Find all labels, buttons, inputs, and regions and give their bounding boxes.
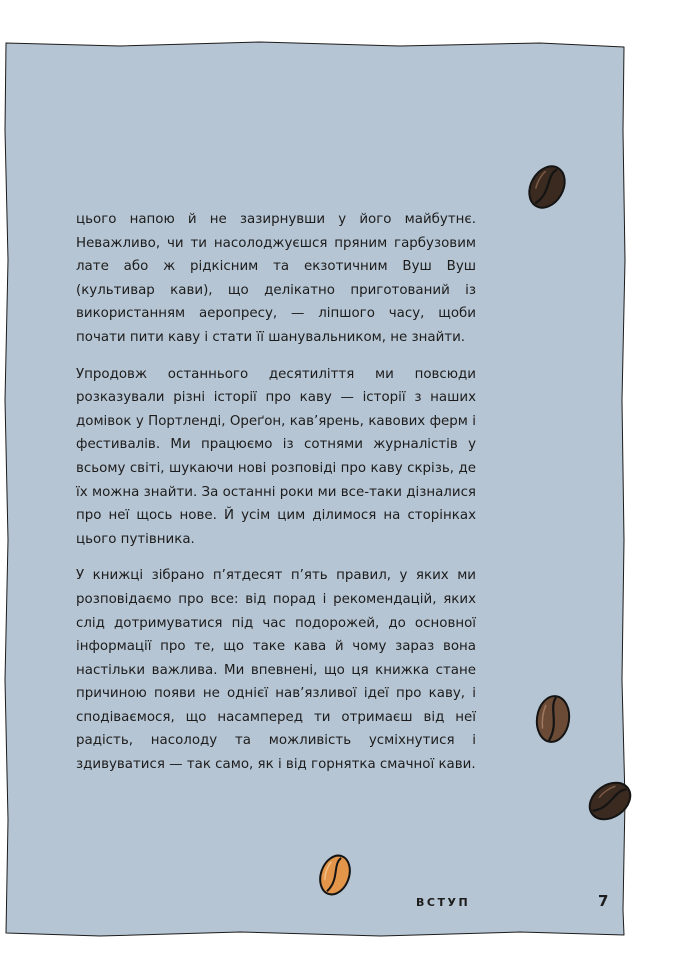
- page-number: 7: [598, 892, 609, 910]
- body-text: [76, 208, 476, 790]
- coffee-bean-icon: [314, 852, 356, 902]
- coffee-bean-icon: [584, 776, 636, 830]
- coffee-bean-icon: [524, 162, 570, 216]
- coffee-bean-icon: [530, 692, 576, 750]
- paragraph-3: У книжці зібрано п’ятдесят п’ять правил, у яких ми розповідаємо про все: від порад і рекомендацій, яких слід дотримуватися під час подорожей, до основної інформації про те, що таке кава й чому зараз вона настільки важлива. Ми впевнені, що ця книжка стане причиною появи не однієї нав’язливої ідеї про каву, і сподіваємося, що насамперед ти отримаєш від неї радість, насолоду та можливість усміхнутися і здивуватися — так само, як і від горнятка смачної кави.: [76, 568, 476, 773]
- paragraph-2: Упродовж останнього десятиліття ми повсюди розказували різні історії про каву — історії з наших домівок у Портленді, Ореґон, кав’ярень, кавових ферм і фестивалів. Ми працюємо із сотнями журналістів у всьому світі, шукаючи нові розповіді про каву скрізь, де їх можна знайти. За останні роки ми все-таки дізналися про неї щось нове. Й усім цим ділимося на сторінках цього путівника.: [76, 366, 476, 547]
- paragraph-1: цього напою й не зазирнувши у його майбутнє. Неважливо, чи ти насолоджуєшся пряним гарбузовим лате або ж рідкісним та екзотичним Вуш Вуш (культивар кави), що делікатно приготований із використанням аеропресу, — ліпшого часу, щоби почати пити каву і стати її шанувальником, не знайти.: [76, 212, 476, 345]
- section-label: ВСТУП: [416, 896, 471, 909]
